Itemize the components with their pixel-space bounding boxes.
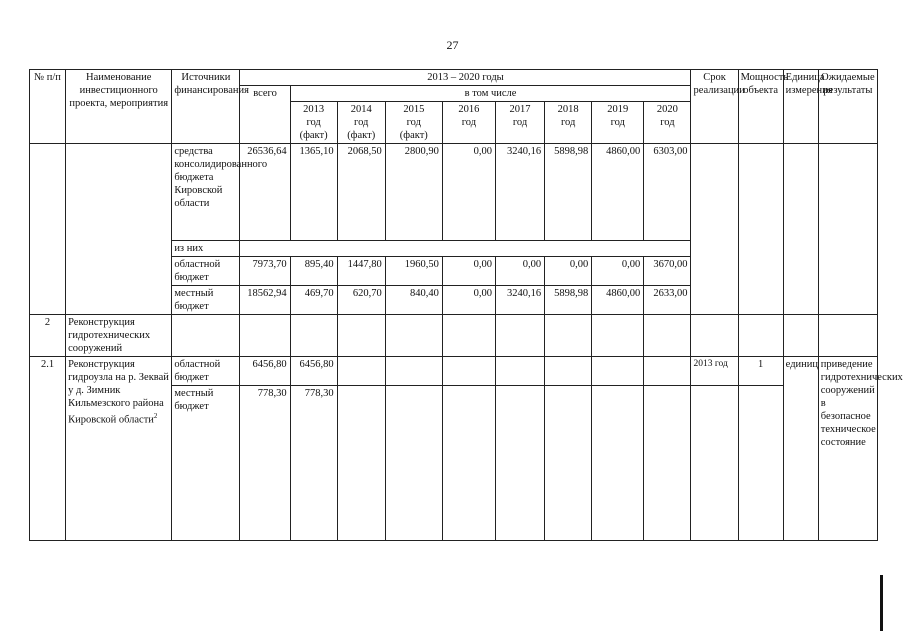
empty-cell: [545, 357, 592, 386]
value-cell: 840,40: [385, 286, 442, 315]
empty-cell: [691, 144, 738, 315]
page-number: 27: [446, 38, 459, 52]
project-name: Реконструкция гидротехнических сооружений: [66, 315, 172, 357]
value-cell: 2068,50: [337, 144, 385, 241]
value-cell: 5898,98: [545, 144, 592, 241]
empty-cell: [644, 315, 691, 357]
value-cell: 6456,80: [240, 357, 290, 386]
empty-cell: [385, 357, 442, 386]
empty-cell: [738, 144, 783, 315]
empty-cell: [783, 315, 818, 357]
value-cell: 1447,80: [337, 257, 385, 286]
project-name: Реконструкция гидроузла на р. Зеквай у д. Зимник Кильмезского района Кировской области$^2$: [66, 357, 172, 541]
value-cell: 7973,70: [240, 257, 290, 286]
value-cell: 2800,90: [385, 144, 442, 241]
empty-cell: [545, 315, 592, 357]
result-cell: приведение гидротехнических сооружений в безопасное техническое состояние: [818, 357, 877, 541]
empty-cell: [66, 144, 172, 315]
value-cell: 6456,80: [290, 357, 337, 386]
empty-cell: [592, 357, 644, 386]
source-cell: средства консолидированного бюджета Кировской области: [172, 144, 240, 241]
value-cell: 0,00: [592, 257, 644, 286]
empty-cell: [691, 386, 738, 541]
value-cell: 26536,64: [240, 144, 290, 241]
value-cell: 0,00: [545, 257, 592, 286]
header-total: всего: [240, 86, 290, 144]
header-including: в том числе: [290, 86, 691, 102]
value-cell: 0,00: [495, 257, 544, 286]
scan-edge-line: [880, 575, 883, 631]
empty-cell: [240, 241, 691, 257]
header-period: 2013 – 2020 годы: [240, 70, 691, 86]
empty-cell: [385, 315, 442, 357]
empty-cell: [495, 386, 544, 541]
value-cell: 3240,16: [495, 144, 544, 241]
empty-cell: [738, 386, 783, 541]
empty-cell: [783, 144, 818, 315]
header-year: 2016 год: [442, 102, 495, 144]
empty-cell: [592, 386, 644, 541]
empty-cell: [495, 357, 544, 386]
empty-cell: [545, 386, 592, 541]
value-cell: 1365,10: [290, 144, 337, 241]
value-cell: 0,00: [442, 286, 495, 315]
empty-cell: [644, 386, 691, 541]
value-cell: 895,40: [290, 257, 337, 286]
header-year: 2018 год: [545, 102, 592, 144]
header-name: Наименование инвестиционного проекта, мероприятия: [66, 70, 172, 144]
value-cell: 5898,98: [545, 286, 592, 315]
value-cell: 4860,00: [592, 286, 644, 315]
table-row: [30, 315, 878, 357]
value-cell: 3670,00: [644, 257, 691, 286]
source-cell: местный бюджет: [172, 386, 240, 541]
header-year: 2017 год: [495, 102, 544, 144]
empty-cell: [290, 315, 337, 357]
empty-cell: [240, 315, 290, 357]
header-term: Срок реализации: [691, 70, 738, 144]
empty-cell: [644, 357, 691, 386]
value-cell: 778,30: [290, 386, 337, 541]
empty-cell: [818, 315, 877, 357]
value-cell: 620,70: [337, 286, 385, 315]
term-cell: 2013 год: [691, 357, 738, 386]
empty-cell: [337, 386, 385, 541]
value-cell: 1960,50: [385, 257, 442, 286]
value-cell: 18562,94: [240, 286, 290, 315]
header-unit: Единица измерения: [783, 70, 818, 144]
source-cell: из них: [172, 241, 240, 257]
header-year: 2013 год (факт): [290, 102, 337, 144]
value-cell: 469,70: [290, 286, 337, 315]
investment-table: [29, 69, 903, 541]
empty-cell: [337, 357, 385, 386]
empty-cell: [738, 315, 783, 357]
header-year: 2020 год: [644, 102, 691, 144]
source-cell: местный бюджет: [172, 286, 240, 315]
table-row: [30, 144, 878, 241]
header-year: 2019 год: [592, 102, 644, 144]
empty-cell: [691, 315, 738, 357]
value-cell: 3240,16: [495, 286, 544, 315]
value-cell: 778,30: [240, 386, 290, 541]
empty-cell: [442, 315, 495, 357]
row-number: 2: [30, 315, 66, 357]
header-capacity: Мощность объекта: [738, 70, 783, 144]
empty-cell: [818, 144, 877, 315]
header-year: 2015 год (факт): [385, 102, 442, 144]
header-row-1: [30, 70, 878, 86]
empty-cell: [172, 315, 240, 357]
unit-cell: единиц: [783, 357, 818, 541]
header-num: № п/п: [30, 70, 66, 144]
capacity-cell: 1: [738, 357, 783, 386]
header-year: 2014 год (факт): [337, 102, 385, 144]
source-cell: областной бюджет: [172, 357, 240, 386]
empty-cell: [592, 315, 644, 357]
value-cell: 0,00: [442, 257, 495, 286]
value-cell: 2633,00: [644, 286, 691, 315]
empty-cell: [442, 386, 495, 541]
table-row: [30, 357, 878, 386]
empty-cell: [495, 315, 544, 357]
row-number: 2.1: [30, 357, 66, 541]
empty-cell: [385, 386, 442, 541]
value-cell: 4860,00: [592, 144, 644, 241]
value-cell: 6303,00: [644, 144, 691, 241]
header-results: Ожидаемые результаты: [818, 70, 877, 144]
empty-cell: [442, 357, 495, 386]
source-cell: областной бюджет: [172, 257, 240, 286]
header-source: Источники финансирования: [172, 70, 240, 144]
empty-cell: [30, 144, 66, 315]
value-cell: 0,00: [442, 144, 495, 241]
empty-cell: [337, 315, 385, 357]
